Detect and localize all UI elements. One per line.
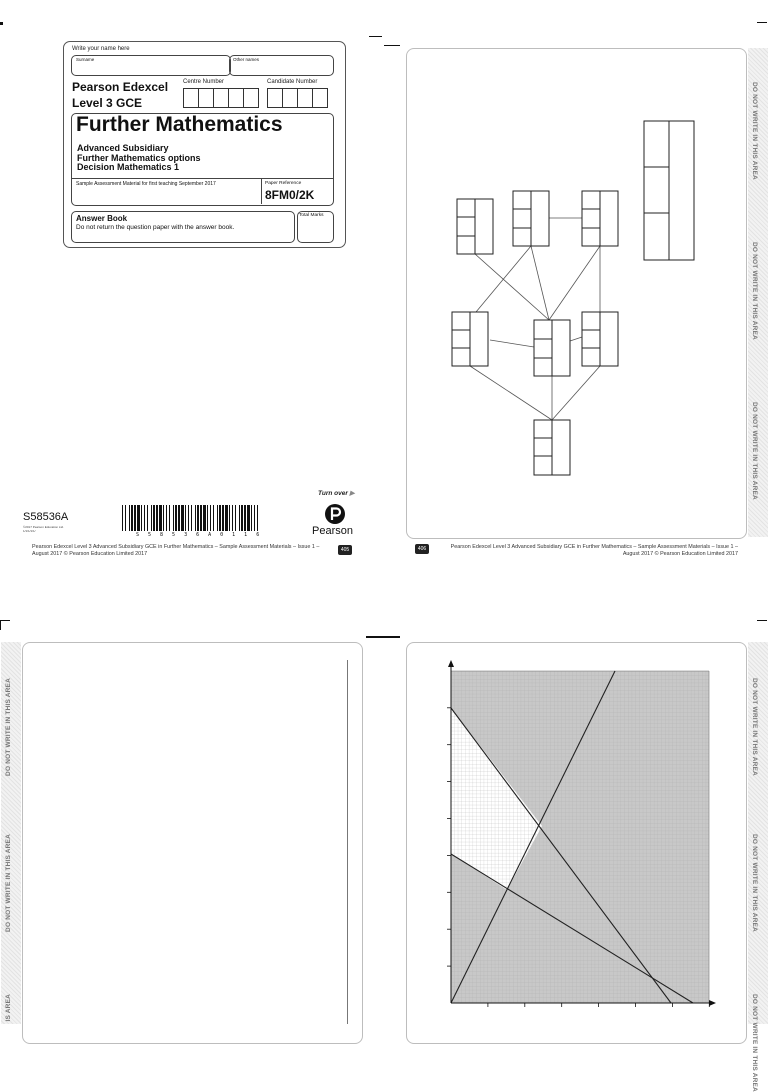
- barcode-bar: [213, 505, 214, 531]
- answer-margin-line: [347, 660, 348, 1024]
- crop-mark: [0, 620, 10, 621]
- crop-mark: [757, 22, 767, 23]
- page-number-406: 406: [415, 544, 429, 554]
- crop-mark: [369, 36, 382, 37]
- margin-warning: DO NOT WRITE IN THIS AREA: [751, 82, 758, 180]
- paper-ref-divider: [261, 178, 262, 204]
- sample-note: Sample Assessment Material for first teaching September 2017: [76, 181, 216, 187]
- y-axis-arrow: [448, 660, 454, 667]
- crop-mark: [0, 620, 1, 630]
- qualification-line-3: Decision Mathematics 1: [77, 162, 180, 172]
- total-marks-label: Total Marks: [299, 213, 324, 218]
- margin-warning: DO NOT WRITE IN THIS AREA: [5, 834, 12, 932]
- candidate-number-label: Candidate Number: [267, 79, 318, 85]
- margin-warning: DO NOT WRITE IN THIS AREA: [751, 994, 758, 1092]
- barcode-bar: [153, 505, 155, 531]
- barcode-bar: [166, 505, 167, 531]
- write-name-label: Write your name here: [72, 46, 130, 52]
- network-diagram: [406, 48, 745, 537]
- x-axis-arrow: [709, 1000, 716, 1006]
- barcode-bar: [131, 505, 133, 531]
- pearson-wordmark: Pearson: [312, 525, 353, 537]
- barcode-bar: [151, 505, 152, 531]
- small-print: ©2017 Pearson Education Ltd. 1/1/1/1/1/: [23, 525, 64, 533]
- page-number-405: 405: [338, 545, 352, 555]
- footer-text-405: Pearson Edexcel Level 3 Advanced Subsidiary GCE in Further Mathematics – Sample Assessment Materials – Issue 1 – August 2017 © Pearson Education Limited 2017: [32, 544, 320, 557]
- turn-over-text: Turn over: [318, 490, 348, 497]
- answer-book-note: Do not return the question paper with the answer book.: [76, 224, 235, 231]
- margin-warning: DO NOT WRITE IN THIS AREA: [751, 402, 758, 500]
- paper-reference: 8FM0/2K: [265, 188, 315, 202]
- barcode-bar: [163, 505, 164, 531]
- barcode-bar: [247, 505, 250, 531]
- qualification-line-1: Advanced Subsidiary: [77, 143, 169, 153]
- barcode-bar: [235, 505, 236, 531]
- barcode-bar: [169, 505, 170, 531]
- surname-field[interactable]: [71, 55, 231, 76]
- y-ticks: [447, 708, 451, 966]
- barcode-bar: [156, 505, 158, 531]
- barcode-bar: [125, 505, 126, 531]
- margin-warning: DO NOT WRITE IN THIS AREA: [5, 678, 12, 776]
- subject-divider: [71, 178, 334, 179]
- linear-programming-graph: [406, 642, 745, 1024]
- barcode-bar: [207, 505, 208, 531]
- barcode-bar: [210, 505, 211, 531]
- board-name: Pearson Edexcel: [72, 80, 169, 94]
- margin-warning: DO NOT WRITE IN THIS AREA: [751, 242, 758, 340]
- other-names-label: Other names: [233, 57, 260, 62]
- barcode-bar: [219, 505, 221, 531]
- barcode-bar: [144, 505, 145, 531]
- barcode-bar: [257, 505, 258, 531]
- surname-label: Surname: [76, 57, 95, 62]
- candidate-number-field[interactable]: [268, 88, 328, 108]
- barcode-bar: [137, 505, 140, 531]
- barcode-bar: [203, 505, 206, 531]
- barcode-bar: [178, 505, 180, 531]
- margin-warning: IS AREA: [5, 994, 12, 1022]
- blank-answer-page: [22, 642, 363, 1044]
- turn-over-label: [318, 489, 355, 497]
- barcode-bar: [229, 505, 230, 531]
- centre-number-field[interactable]: [184, 88, 259, 108]
- barcode-bar: [251, 505, 252, 531]
- graph-paper-grid: [451, 671, 709, 1003]
- crop-mark: [0, 22, 3, 25]
- paper-ref-label: Paper Reference: [265, 181, 302, 186]
- barcode-bar: [134, 505, 136, 531]
- barcode-bar: [129, 505, 130, 531]
- crop-mark: [384, 45, 400, 46]
- barcode-bar: [188, 505, 189, 531]
- answer-book-title: Answer Book: [76, 214, 128, 223]
- footer-text-406: Pearson Edexcel Level 3 Advanced Subsidiary GCE in Further Mathematics – Sample Assessment Materials – Issue 1 – August 2017 © Pearson Education Limited 2017: [450, 544, 738, 557]
- level-name: Level 3 GCE: [72, 96, 143, 110]
- crop-mark: [757, 620, 767, 621]
- barcode-bar: [225, 505, 228, 531]
- paper-code: S58536A: [23, 511, 69, 523]
- turn-over-arrow-icon: ▶: [349, 490, 355, 497]
- barcode-bar: [159, 505, 162, 531]
- qualification-line-2: Further Mathematics options: [77, 153, 201, 163]
- centre-number-label: Centre Number: [183, 79, 225, 85]
- crop-mark: [366, 636, 400, 638]
- barcode-bar: [173, 505, 174, 531]
- barcode-bar: [244, 505, 246, 531]
- barcode-bar: [181, 505, 184, 531]
- barcode-bar: [254, 505, 255, 531]
- barcode-bar: [217, 505, 218, 531]
- barcode-bar: [195, 505, 196, 531]
- barcode-digits: S 5 8 5 3 6 A 0 1 1 6: [136, 532, 263, 538]
- barcode-bar: [200, 505, 202, 531]
- pearson-logo-icon: [324, 503, 346, 525]
- barcode-bar: [241, 505, 243, 531]
- barcode-bar: [147, 505, 148, 531]
- barcode-bar: [197, 505, 199, 531]
- subject-title: Further Mathematics: [76, 113, 283, 136]
- barcode-bar: [239, 505, 240, 531]
- barcode-bar: [222, 505, 224, 531]
- barcode-bar: [185, 505, 186, 531]
- barcode: [122, 505, 262, 531]
- barcode-bar: [141, 505, 142, 531]
- barcode-bar: [122, 505, 123, 531]
- margin-warning: DO NOT WRITE IN THIS AREA: [751, 678, 758, 776]
- barcode-bar: [175, 505, 177, 531]
- barcode-bar: [191, 505, 192, 531]
- barcode-bar: [232, 505, 233, 531]
- x-ticks: [488, 1003, 709, 1007]
- margin-warning: DO NOT WRITE IN THIS AREA: [751, 834, 758, 932]
